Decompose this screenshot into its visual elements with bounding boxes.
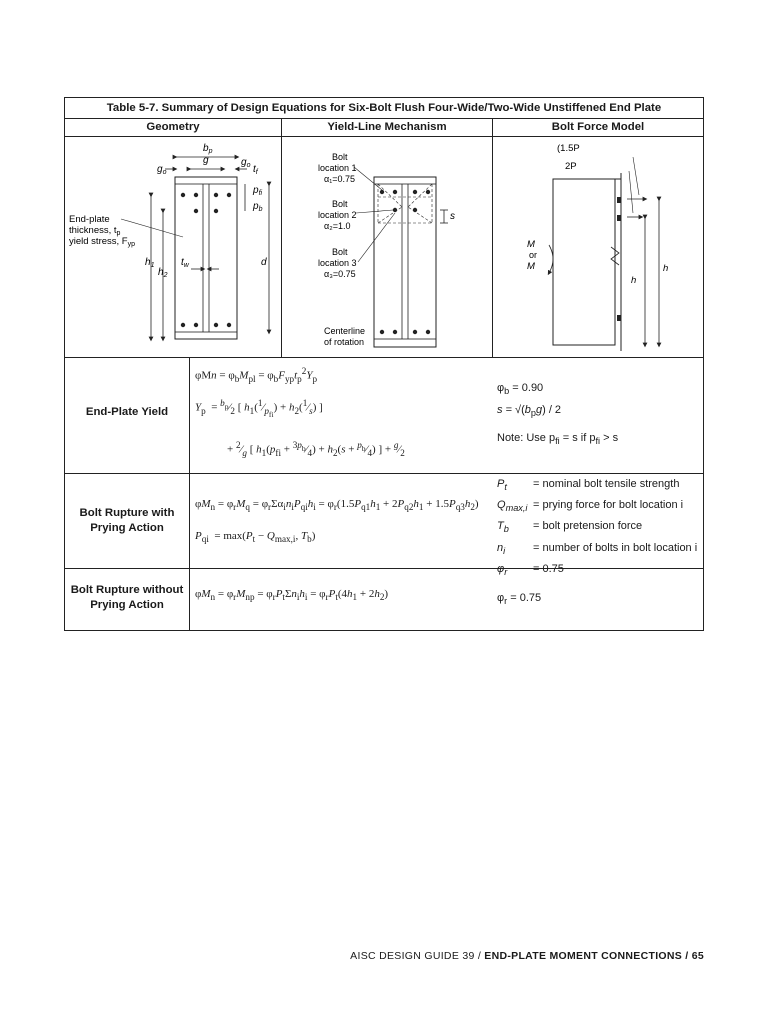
svg-text:location 2: location 2 bbox=[318, 210, 357, 220]
svg-text:Bolt: Bolt bbox=[332, 247, 348, 257]
svg-text:Bolt: Bolt bbox=[332, 199, 348, 209]
svg-text:tf: $t_f$ bbox=[253, 164, 258, 176]
svg-text:location 3: location 3 bbox=[318, 258, 357, 268]
header-yield-line: Yield-Line Mechanism bbox=[282, 118, 492, 137]
svg-text:(1.5P: (1.5P bbox=[557, 143, 580, 154]
svg-text:thickness, tp: thickness, $t_p$ bbox=[69, 225, 121, 237]
divider bbox=[189, 357, 190, 631]
svg-text:g: g bbox=[203, 155, 209, 166]
row-label-bolt-rupture-without: Bolt Rupture without Prying Action bbox=[70, 584, 184, 611]
svg-text:Centerline: Centerline bbox=[324, 326, 366, 336]
svg-text:bp: $b_p$ bbox=[203, 143, 213, 155]
definition-pt: $P_t$ = nominal bolt tensile strength bbox=[497, 478, 680, 493]
svg-text:d: d bbox=[261, 257, 267, 268]
svg-text:yield stress, Fyp: yield stress, $F_{yp}$ bbox=[69, 236, 136, 248]
bolt-force-diagram bbox=[493, 137, 703, 357]
svg-text:tw: $t_w$ bbox=[181, 257, 189, 269]
svg-text:h: h bbox=[663, 263, 669, 274]
svg-text:h: h bbox=[631, 275, 637, 286]
definition-phi-r: $\varphi_r = 0.75$ bbox=[497, 562, 564, 577]
design-equations-table bbox=[64, 97, 704, 631]
svg-text:h1: $h_1$ bbox=[145, 257, 155, 269]
definition-ni: $n_i$ = number of bolts in bolt location i bbox=[497, 541, 698, 556]
svg-text:α₂=1.0: α₂=1.0 bbox=[324, 221, 351, 231]
svg-text:s: s bbox=[450, 211, 455, 222]
svg-text:go: $g_o$ bbox=[241, 157, 251, 169]
svg-text:h2: $h_2$ bbox=[158, 267, 168, 279]
geometry-diagram bbox=[65, 137, 281, 357]
s-definition: $s = √(b_pg) / 2$ bbox=[497, 404, 562, 419]
equation-prying: $\varphi M_n = \varphi_rM_q = \varphi_r\Sigma\alpha_in_iP_{qi}h_i = \varphi_r(1.5P_{q1}h_1 + 2P_{q2}h_1 + 1.5P_{q3}h_2)$ bbox=[195, 498, 479, 513]
divider bbox=[65, 357, 703, 358]
svg-text:pb: $p_b$ bbox=[253, 201, 263, 213]
equation-pqi: $P_{qi} = \max(P_t - Q_{max,i}$, $T_b$) bbox=[195, 530, 316, 545]
svg-text:location 1: location 1 bbox=[318, 163, 357, 173]
svg-text:M: M bbox=[527, 261, 535, 272]
row-label-bolt-rupture-with: Bolt Rupture with Prying Action bbox=[79, 507, 175, 534]
svg-text:α₁=0.75: α₁=0.75 bbox=[324, 174, 356, 184]
svg-text:End-plate: End-plate bbox=[69, 214, 110, 225]
phi-r-value: $\varphi_r = 0.75$ bbox=[497, 592, 542, 607]
row-label-end-plate-yield: End-Plate Yield bbox=[85, 406, 169, 418]
svg-text:or: or bbox=[529, 250, 538, 260]
header-geometry: Geometry bbox=[65, 118, 281, 137]
svg-text:α₃=0.75: α₃=0.75 bbox=[324, 269, 356, 279]
definition-qmax: $Q_{max,i}$ = prying force for bolt location i bbox=[497, 499, 684, 514]
divider bbox=[65, 473, 703, 474]
yield-line-diagram bbox=[282, 137, 492, 357]
svg-text:of rotation: of rotation bbox=[324, 337, 365, 347]
equation-yp: $Y_p$ = $^{b_p}⁄_2$ [ $h_1(^1⁄_{p_{fi}})$ + $h_2(^1⁄_s)$ ] bbox=[195, 398, 323, 419]
definition-tb: $T_b$ = bolt pretension force bbox=[497, 520, 643, 535]
definitions-list bbox=[497, 475, 697, 581]
equation-yp-continuation: + $^2⁄_g$ [ $h_1(p_{fi}$ + $^{3p_b}⁄_4) + h_2(s$ + $^{p_b}⁄_4$) ] + $^g⁄_2$ bbox=[227, 440, 405, 458]
note-pfi: Note: Use $p_{fi} = s$ if $p_{fi} > s$ bbox=[497, 432, 619, 447]
svg-text:go: $g_o$ bbox=[157, 164, 167, 176]
table-title: Table 5-7. Summary of Design Equations for Six-Bolt Flush Four-Wide/Two-Wide Unstiffened End Plate bbox=[65, 98, 703, 119]
svg-text:Bolt: Bolt bbox=[332, 152, 348, 162]
svg-text:2P: 2P bbox=[565, 161, 577, 172]
svg-text:M: M bbox=[527, 239, 535, 250]
page-footer: AISC DESIGN GUIDE 39 / END-PLATE MOMENT CONNECTIONS / 65 bbox=[350, 950, 704, 962]
equation-phi-mn: $\varphi Mn = \varphi_bM_{pl} = \varphi_bF_{yp}t_p^2Y_p$ bbox=[195, 366, 318, 384]
phi-b-value: $\varphi_b = 0.90$ bbox=[497, 382, 544, 397]
svg-text:pfi: $p_{fi}$ bbox=[253, 185, 263, 197]
equation-no-prying: $\varphi M_n = \varphi_rM_{np} = \varphi_rP_t\Sigma n_ih_i = \varphi_rP_t(4h_1 + 2h_2)$ bbox=[195, 588, 389, 603]
header-bolt-force: Bolt Force Model bbox=[493, 118, 703, 137]
